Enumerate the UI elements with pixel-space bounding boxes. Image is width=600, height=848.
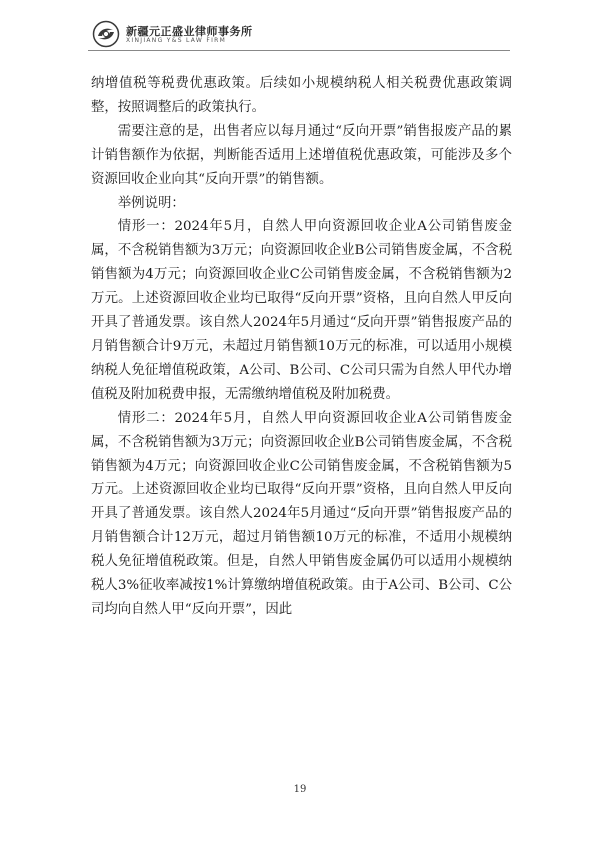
page-number: 19 [293,784,307,795]
firm-name-english: XINJIANG Y&S LAW FIRM [126,37,227,44]
document-body [91,72,512,622]
paragraph-continuation: 纳增值税等税费优惠政策。后续如小规模纳税人相关税费优惠政策调整，按照调整后的政策执行。 [91,76,512,115]
page-header [92,20,512,52]
firm-logo-icon [92,20,120,48]
header-divider [88,50,510,51]
paragraph-case-two: 情形二：2024年5月，自然人甲向资源回收企业A公司销售废金属，不含税销售额为3万元；向资源回收企业B公司销售废金属，不含税销售额为4万元；向资源回收企业C公司销售废金属，不含税销售额为5万元。上述资源回收企业均已取得“反向开票”资格，且向自然人甲反向开具了普通发票。该自然人2024年5月通过“反向开票”销售报废产品的月销售额合计12万元，超过月销售额10万元的标准，不适用小规模纳税人免征增值税政策。但是，自然人甲销售废金属仍可以适用小规模纳税人3%征收率减按1%计算缴纳增值税政策。由于A公司、B公司、C公司均向自然人甲“反向开票”，因此 [91,410,512,617]
paragraph-example-heading: 举例说明： [117,195,185,211]
paragraph-case-one: 情形一：2024年5月，自然人甲向资源回收企业A公司销售废金属，不含税销售额为3万元；向资源回收企业B公司销售废金属，不含税销售额为4万元；向资源回收企业C公司销售废金属，不含税销售额为2万元。上述资源回收企业均已取得“反向开票”资格，且向自然人甲反向开具了普通发票。该自然人2024年5月通过“反向开票”销售报废产品的月销售额合计9万元，未超过月销售额10万元的标准，可以适用小规模纳税人免征增值税政策，A公司、B公司、C公司只需为自然人甲代办增值税及附加税费申报，无需缴纳增值税及附加税费。 [91,219,512,402]
firm-name-chinese: 新疆元正盛业律师事务所 [126,25,253,38]
paragraph-note: 需要注意的是，出售者应以每月通过“反向开票”销售报废产品的累计销售额作为依据，判断能否适用上述增值税优惠政策，可能涉及多个资源回收企业向其“反向开票”的销售额。 [91,123,512,187]
